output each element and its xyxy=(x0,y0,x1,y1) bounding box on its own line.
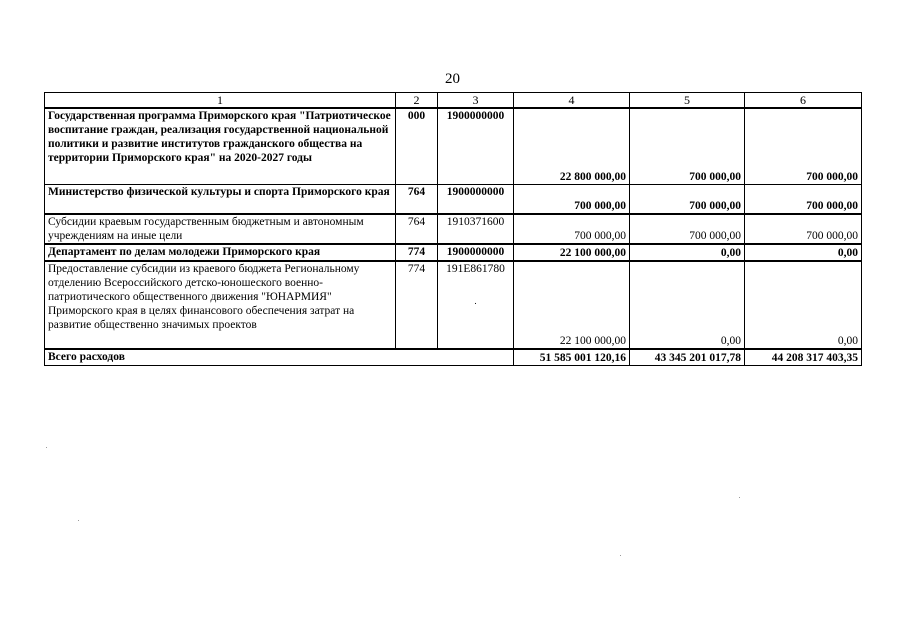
row-grbs: 000 xyxy=(396,108,438,184)
row-csr: 1900000000 xyxy=(438,108,514,184)
row-value-col5: 700 000,00 xyxy=(630,108,745,184)
scan-speck xyxy=(78,520,79,521)
header-col-4: 4 xyxy=(514,93,630,109)
scan-speck xyxy=(46,447,47,448)
row-value-col6: 700 000,00 xyxy=(745,108,862,184)
row-value-col4: 22 100 000,00 xyxy=(514,244,630,261)
table-row-subsidy-institutions xyxy=(45,214,862,244)
row-name: Государственная программа Приморского края "Патриотическое воспитание граждан, реализация государственной национальной политики и развитие институтов гражданского общества на территории Приморского края" на 2020-2027 годы xyxy=(45,108,396,184)
row-value-col5: 0,00 xyxy=(630,244,745,261)
row-name: Предоставление субсидии из краевого бюджета Региональному отделению Всероссийского детско-юношеского военно-патриотического общественного движения "ЮНАРМИЯ" Приморского края в целях финансового обеспечения затрат на развитие общественно значимых проектов xyxy=(45,261,396,349)
row-value-col4: 22 800 000,00 xyxy=(514,108,630,184)
scan-speck xyxy=(620,555,621,556)
row-name: Департамент по делам молодежи Приморского края xyxy=(45,244,396,261)
header-col-6: 6 xyxy=(745,93,862,109)
table-header-row xyxy=(45,93,862,109)
row-value-col6: 0,00 xyxy=(745,261,862,349)
row-grbs: 764 xyxy=(396,214,438,244)
row-value-col6: 0,00 xyxy=(745,244,862,261)
row-value-col4: 22 100 000,00 xyxy=(514,261,630,349)
expenditure-table xyxy=(44,92,862,366)
total-value-col6: 44 208 317 403,35 xyxy=(745,349,862,365)
row-csr: 1910371600 xyxy=(438,214,514,244)
total-value-col4: 51 585 001 120,16 xyxy=(514,349,630,365)
header-col-3: 3 xyxy=(438,93,514,109)
scan-speck xyxy=(739,497,740,498)
page-number: 20 xyxy=(445,71,460,87)
header-col-1: 1 xyxy=(45,93,396,109)
row-name: Субсидии краевым государственным бюджетным и автономным учреждениям на иные цели xyxy=(45,214,396,244)
row-value-col5: 700 000,00 xyxy=(630,214,745,244)
header-col-2: 2 xyxy=(396,93,438,109)
row-value-col4: 700 000,00 xyxy=(514,214,630,244)
row-grbs: 774 xyxy=(396,244,438,261)
table-row-program xyxy=(45,108,862,184)
table-row-youth-department xyxy=(45,244,862,261)
row-csr: 1900000000 xyxy=(438,244,514,261)
total-label: Всего расходов xyxy=(45,349,514,365)
table-row-yunarmiya-subsidy xyxy=(45,261,862,349)
row-value-col6: 700 000,00 xyxy=(745,184,862,214)
table-row-sport-ministry xyxy=(45,184,862,214)
header-col-5: 5 xyxy=(630,93,745,109)
row-grbs: 764 xyxy=(396,184,438,214)
row-value-col6: 700 000,00 xyxy=(745,214,862,244)
row-csr-cell xyxy=(438,261,514,349)
total-value-col5: 43 345 201 017,78 xyxy=(630,349,745,365)
row-grbs: 774 xyxy=(396,261,438,349)
row-value-col5: 0,00 xyxy=(630,261,745,349)
row-csr: 1900000000 xyxy=(438,184,514,214)
table-row-total xyxy=(45,349,862,365)
scan-mark: . xyxy=(474,296,477,306)
row-value-col4: 700 000,00 xyxy=(514,184,630,214)
row-name: Министерство физической культуры и спорта Приморского края xyxy=(45,184,396,214)
row-value-col5: 700 000,00 xyxy=(630,184,745,214)
row-csr: 191E861780 xyxy=(446,263,505,275)
